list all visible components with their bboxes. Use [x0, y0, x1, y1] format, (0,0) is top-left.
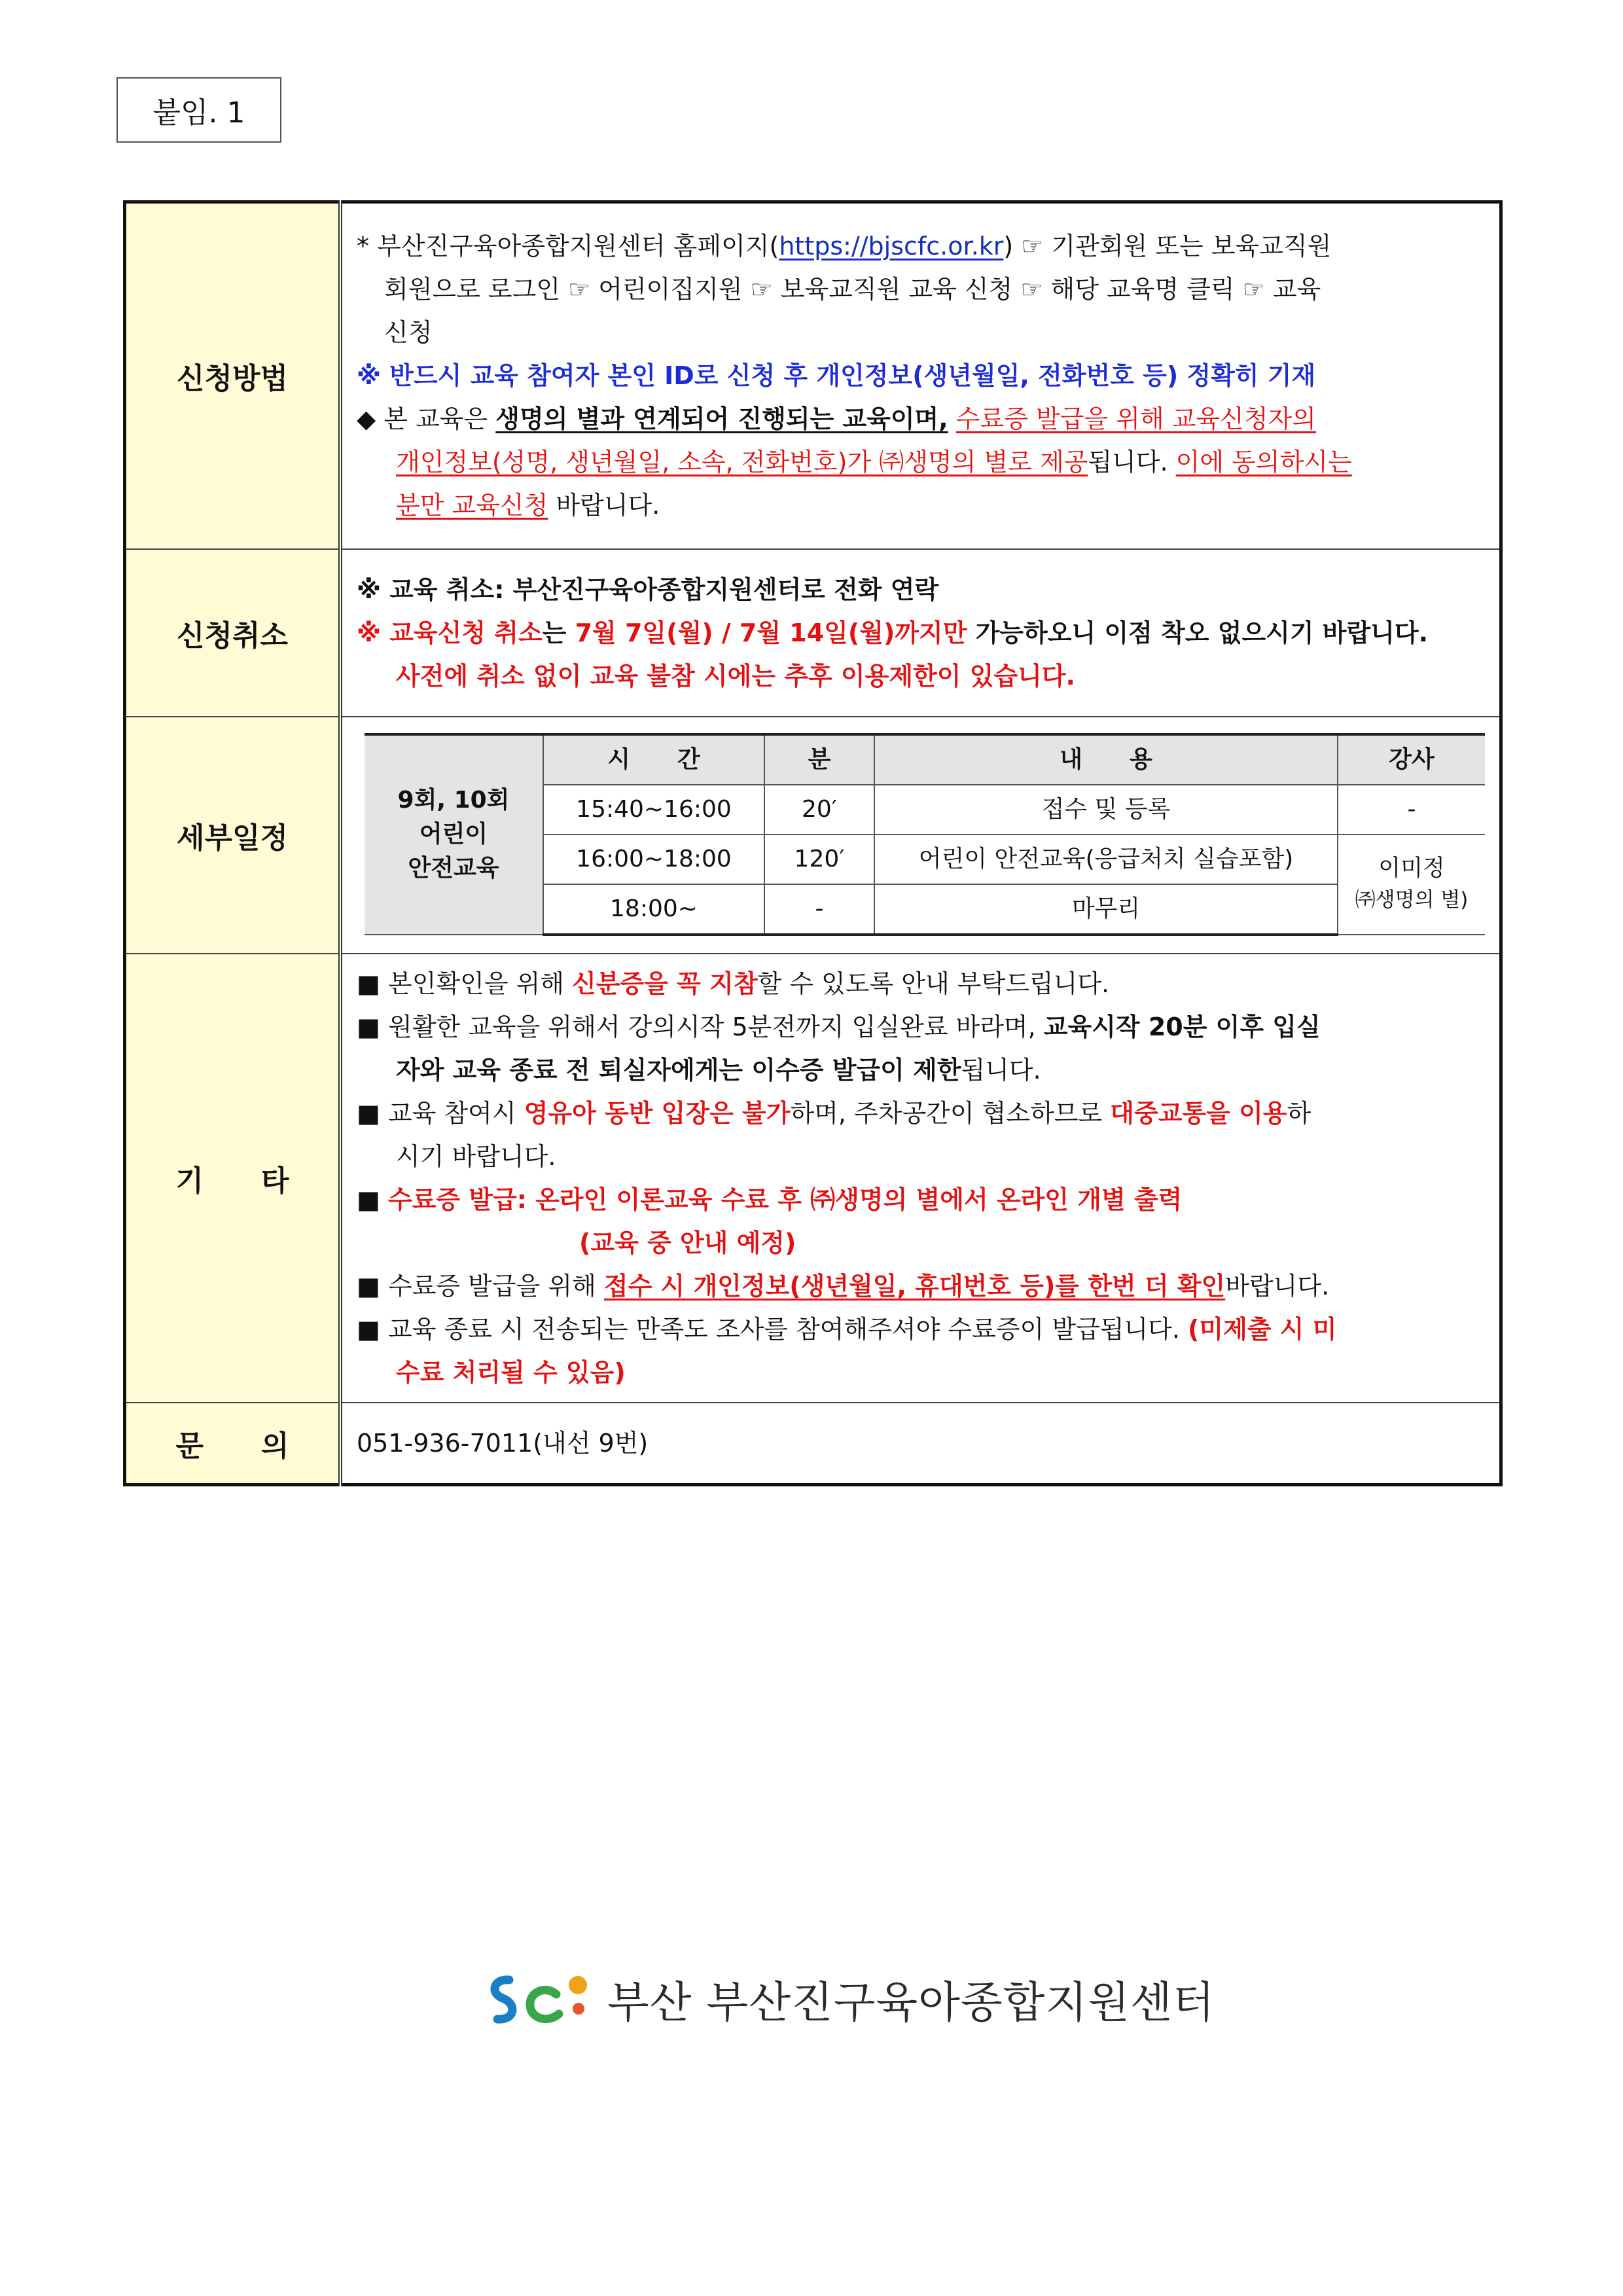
row-etc [125, 954, 1501, 1403]
etc-item4-cont: (교육 중 안내 예정) [579, 1228, 796, 1257]
content-cancel [340, 549, 1501, 717]
consent-line2: 개인정보(성명, 생년월일, 소속, 전화번호)가 ㈜생명의 별로 제공됩니다. 이에 동의하시는 [396, 448, 1352, 477]
info-table [123, 200, 1503, 1486]
contact-phone: 051-936-7011(내선 9번) [340, 1403, 1501, 1485]
row-contact [125, 1403, 1501, 1485]
cancel-line1: ※ 교육 취소: 부산진구육아종합지원센터로 전화 연락 [357, 575, 939, 604]
etc-item5: ■ 수료증 발급을 위해 접수 시 개인정보(생년월일, 휴대번호 등)를 한번 더 확인바랍니다. [357, 1271, 1330, 1300]
cell-minutes: 20′ [764, 785, 874, 834]
cancel-line2: ※ 교육신청 취소는 7월 7일(월) / 7월 14일(월)까지만 가능하오니 이점 착오 없으시기 바랍니다. [357, 618, 1429, 647]
label-etc: 기 타 [125, 954, 341, 1403]
cell-time: 16:00~18:00 [543, 834, 764, 884]
cell-time: 18:00~ [543, 884, 764, 935]
header-content: 내 용 [874, 734, 1338, 785]
method-line2: 회원으로 로그인 ☞ 어린이집지원 ☞ 보육교직원 교육 신청 ☞ 해당 교육명 클릭 ☞ 교육 [384, 275, 1321, 304]
cell-content: 접수 및 등록 [874, 785, 1338, 834]
instructor-org: ㈜생명의 별) [1355, 888, 1469, 912]
center-logo-icon [483, 1965, 594, 2031]
consent-line1: ◆ 본 교육은 생명의 별과 연계되어 진행되는 교육이며, 수료증 발급을 위해 교육신청자의 [357, 404, 1316, 434]
center-name: 부산 부산진구육아종합지원센터 [607, 1977, 1215, 2028]
footer-logo [483, 1962, 1215, 2034]
label-schedule: 세부일정 [125, 717, 341, 954]
etc-item6-cont: 수료 처리될 수 있음) [396, 1357, 626, 1387]
label-cancel: 신청취소 [125, 549, 341, 717]
instructor-name: 이미정 [1378, 855, 1445, 882]
method-notice: ※ 반드시 교육 참여자 본인 ID로 신청 후 개인정보(생년월일, 전화번호 등) 정확히 기재 [357, 361, 1316, 391]
etc-item3: ■ 교육 참여시 영유아 동반 입장은 불가하며, 주차공간이 협소하므로 대중교통을 이용하 [357, 1098, 1311, 1128]
row-schedule [125, 717, 1501, 954]
schedule-group-cell: 9회, 10회 어린이 안전교육 [365, 734, 543, 935]
etc-item2: ■ 원활한 교육을 위해서 강의시작 5분전까지 입실완료 바라며, 교육시작 20분 이후 입실 [357, 1012, 1321, 1041]
content-etc [340, 954, 1501, 1403]
label-method: 신청방법 [125, 202, 341, 549]
header-time: 시 간 [543, 734, 764, 785]
cell-minutes: 120′ [764, 834, 874, 884]
etc-item4: ■ 수료증 발급: 온라인 이론교육 수료 후 ㈜생명의 별에서 온라인 개별 출력 [357, 1185, 1183, 1214]
cancel-line3: 사전에 취소 없이 교육 불참 시에는 추후 이용제한이 있습니다. [396, 661, 1075, 691]
content-method [340, 202, 1501, 549]
etc-item3-cont: 시기 바랍니다. [396, 1141, 556, 1171]
row-cancel [125, 549, 1501, 717]
etc-item1: ■ 본인확인을 위해 신분증을 꼭 지참할 수 있도록 안내 부탁드립니다. [357, 969, 1110, 998]
cell-minutes: - [764, 884, 874, 935]
schedule-header-row [365, 734, 1485, 785]
schedule-table [365, 733, 1485, 936]
header-instructor: 강사 [1338, 734, 1485, 785]
consent-line3: 분만 교육신청 바랍니다. [396, 491, 660, 520]
cell-time: 15:40~16:00 [543, 785, 764, 834]
homepage-link[interactable]: https://bjscfc.or.kr [779, 232, 1004, 261]
label-contact: 문 의 [125, 1403, 341, 1485]
cell-content: 어린이 안전교육(응급처치 실습포함) [874, 834, 1338, 884]
row-method [125, 202, 1501, 549]
attachment-label: 붙임. 1 [116, 77, 281, 143]
etc-item6: ■ 교육 종료 시 전송되는 만족도 조사를 참여해주셔야 수료증이 발급됩니다. (미제출 시 미 [357, 1314, 1337, 1344]
etc-item2-cont: 자와 교육 종료 전 퇴실자에게는 이수증 발급이 제한됩니다. [396, 1055, 1041, 1085]
method-line1: * 부산진구육아종합지원센터 홈페이지(https://bjscfc.or.kr) ☞ 기관회원 또는 보육교직원 [357, 232, 1332, 261]
content-schedule [340, 717, 1501, 954]
header-minutes: 분 [764, 734, 874, 785]
method-line3: 신청 [384, 318, 433, 348]
cell-instructor: - [1338, 785, 1485, 834]
cell-instructor-merged [1338, 834, 1485, 935]
cell-content: 마무리 [874, 884, 1338, 935]
